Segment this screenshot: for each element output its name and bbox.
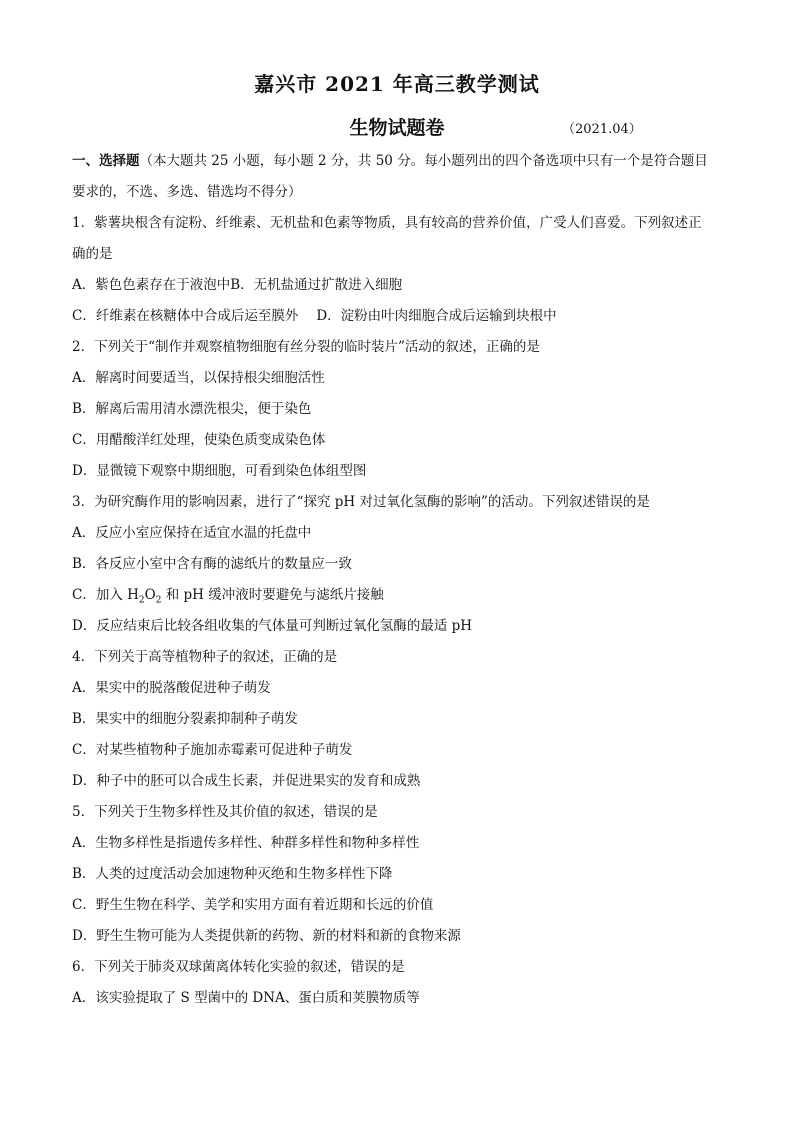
q3-option-c-sub: 2 (138, 595, 145, 606)
question-4-stem: 4．下列关于高等植物种子的叙述，正确的是 (72, 649, 338, 665)
q2-option-d: D．显微镜下观察中期细胞，可看到染色体组型图 (72, 463, 367, 479)
q5-option-a: A．生物多样性是指遗传多样性、种群多样性和物种多样性 (72, 835, 420, 851)
q2-option-c: C．用醋酸洋红处理，使染色质变成染色体 (72, 432, 326, 448)
question-6-stem: 6．下列关于肺炎双球菌离体转化实验的叙述，错误的是 (72, 959, 405, 975)
q5-option-b: B．人类的过度活动会加速物种灭绝和生物多样性下降 (72, 866, 393, 882)
q3-option-c-text: C．加入 H (72, 587, 139, 603)
q1-option-b: B．无机盐通过扩散进入细胞 (230, 277, 403, 293)
section-heading: 一、选择题 (72, 153, 140, 169)
q3-option-c-text: 和 pH 缓冲液时要避免与滤纸片接触 (161, 587, 384, 603)
q1-option-a: A．紫色色素存在于液泡中 (72, 277, 231, 293)
q2-option-b: B．解离后需用清水漂洗根尖，便于染色 (72, 401, 312, 417)
q5-option-d: D．野生生物可能为人类提供新的药物、新的材料和新的食物来源 (72, 928, 461, 944)
q2-option-a: A．解离时间要适当，以保持根尖细胞活性 (72, 370, 325, 386)
q4-option-b: B．果实中的细胞分裂素抑制种子萌发 (72, 711, 298, 727)
question-3-stem: 3．为研究酶作用的影响因素，进行了“探究 pH 对过氧化氢酶的影响”的活动。下列叙述错误的是 (72, 494, 650, 510)
question-1-options-cd (72, 301, 732, 332)
question-1-stem-cont: 确的是 (72, 246, 113, 262)
q3-option-d: D．反应结束后比较各组收集的气体量可判断过氧化氢酶的最适 pH (72, 618, 473, 634)
q3-option-c-text: O (144, 587, 156, 603)
section-intro (72, 146, 732, 177)
page-title: 嘉兴市 2021 年高三教学测试 (254, 72, 540, 96)
q3-option-c-sub: 2 (155, 595, 162, 606)
q4-option-d: D．种子中的胚可以合成生长素，并促进果实的发育和成熟 (72, 773, 421, 789)
section-intro-cont: 要求的，不选、多选、错选均不得分） (72, 184, 302, 200)
q3-option-a: A．反应小室应保持在适宜水温的托盘中 (72, 525, 312, 541)
q6-option-a: A．该实验提取了 S 型菌中的 DNA、蛋白质和荚膜物质等 (72, 990, 420, 1006)
q5-option-c: C．野生生物在科学、美学和实用方面有着近期和长远的价值 (72, 897, 434, 913)
question-1-stem: 1．紫薯块根含有淀粉、纤维素、无机盐和色素等物质，具有较高的营养价值，广受人们喜爱。下列叙述正 (72, 215, 702, 231)
q1-option-d: D．淀粉由叶肉细胞合成后运输到块根中 (316, 308, 557, 324)
q3-option-b: B．各反应小室中含有酶的滤纸片的数量应一致 (72, 556, 352, 572)
q4-option-a: A．果实中的脱落酸促进种子萌发 (72, 680, 271, 696)
question-2-stem: 2．下列关于“制作并观察植物细胞有丝分裂的临时装片”活动的叙述，正确的是 (72, 339, 540, 355)
exam-date: （2021.04） (562, 122, 642, 137)
question-5-stem: 5．下列关于生物多样性及其价值的叙述，错误的是 (72, 804, 378, 820)
q1-option-c: C．纤维素在核糖体中合成后运至膜外 (72, 308, 299, 324)
question-1-options-ab (72, 270, 732, 301)
q4-option-c: C．对某些植物种子施加赤霉素可促进种子萌发 (72, 742, 353, 758)
exam-content (72, 146, 732, 1014)
exam-subtitle: 生物试题卷 (349, 117, 445, 139)
q3-option-c (72, 580, 732, 611)
section-intro-text: （本大题共 25 小题，每小题 2 分，共 50 分。每小题列出的四个备选项中只有一个是符合题目 (139, 153, 708, 169)
